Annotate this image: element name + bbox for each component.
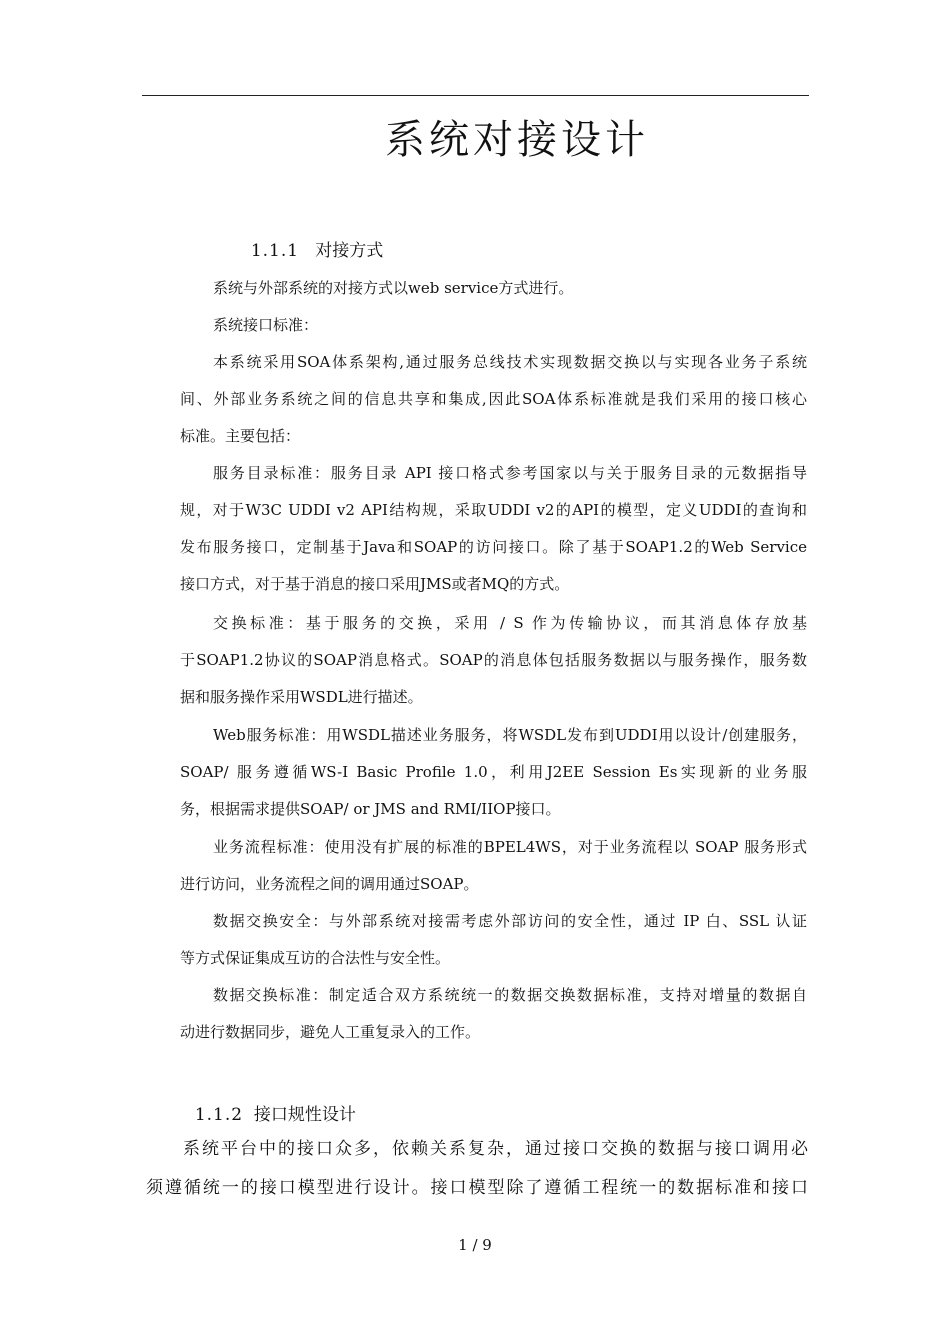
paragraph-interface-design [146,1130,808,1208]
section-heading-1-1-2 [184,1080,356,1125]
paragraph-data-exchange-standard [180,977,807,1051]
text-line: 于SOAP1.2协议的SOAP消息格式。SOAP的消息体包括服务数据以与服务操作，服务数 [180,651,807,669]
section-heading-1-1-1 [240,216,383,261]
text-line: 须遵循统一的接口模型进行设计。接口模型除了遵循工程统一的数据标准和接口 [146,1178,808,1198]
page-number: 1 / 9 [458,1236,492,1254]
text-line: 业务流程标准：使用没有扩展的标准的BPEL4WS，对于业务流程以 SOAP 服务形式 [213,838,807,856]
text-line: 规，对于W3C UDDI v2 API结构规，采取UDDI v2的API的模型，定义UDDI的查询和 [180,501,807,519]
text-line: 等方式保证集成互访的合法性与安全性。 [180,949,451,967]
text-line: 标准。主要包括： [180,427,301,445]
text-line: 数据交换标准：制定适合双方系统统一的数据交换数据标准，支持对增量的数据自 [213,986,807,1004]
paragraph-service-directory [180,455,807,603]
text-line: 系统平台中的接口众多，依赖关系复杂，通过接口交换的数据与接口调用必 [183,1139,808,1159]
paragraph-web-service-standard [180,717,807,828]
paragraph-interface-standard-label [213,307,318,344]
text-line: 据和服务操作采用WSDL进行描述。 [180,688,423,706]
section-title: 接口规性设计 [253,1105,356,1125]
document-title: 系统对接设计 [385,117,649,163]
text-line: 动进行数据同步，避免人工重复录入的工作。 [180,1023,481,1041]
text-line: 务，根据需求提供SOAP/ or JMS and RMI/IIOP接口。 [180,800,561,818]
text-line: 服务目录标准：服务目录 API 接口格式参考国家以与关于服务目录的元数据指导 [213,464,807,482]
text-line: Web服务标准：用WSDL描述业务服务，将WSDL发布到UDDI用以设计/创建服务， [213,726,807,744]
text-line: 数据交换安全：与外部系统对接需考虑外部访问的安全性，通过 IP 白、SSL 认证 [213,912,807,930]
text-line: 进行访问，业务流程之间的调用通过SOAP。 [180,875,479,893]
section-title: 对接方式 [315,241,384,261]
text-line: 本系统采用SOA体系架构,通过服务总线技术实现数据交换以与实现各业务子系统 [213,353,807,371]
section-number: 1.1.2 [194,1105,244,1125]
text-line: 系统接口标准： [213,316,319,334]
paragraph-business-process-standard [180,829,807,903]
text-line: 发布服务接口，定制基于Java和SOAP的访问接口。除了基于SOAP1.2的Web Service [180,538,807,556]
paragraph-soa [180,344,807,455]
text-line: SOAP/ 服务遵循WS-I Basic Profile 1.0，利用J2EE Session Es实现新的业务服 [180,763,807,781]
text-line: 接口方式，对于基于消息的接口采用JMS或者MQ的方式。 [180,575,570,593]
section-number: 1.1.1 [250,241,300,261]
paragraph-data-exchange-security [180,903,807,977]
text-line: 间、外部业务系统之间的信息共享和集成,因此SOA体系标准就是我们采用的接口核心 [180,390,807,408]
text-line: 交换标准：基于服务的交换，采用 / S 作为传输协议，而其消息体存放基 [213,614,807,632]
paragraph-exchange-standard [180,605,807,716]
text-line: 系统与外部系统的对接方式以web service方式进行。 [213,279,574,297]
paragraph-integration-method [213,270,573,307]
header-rule [142,95,809,96]
